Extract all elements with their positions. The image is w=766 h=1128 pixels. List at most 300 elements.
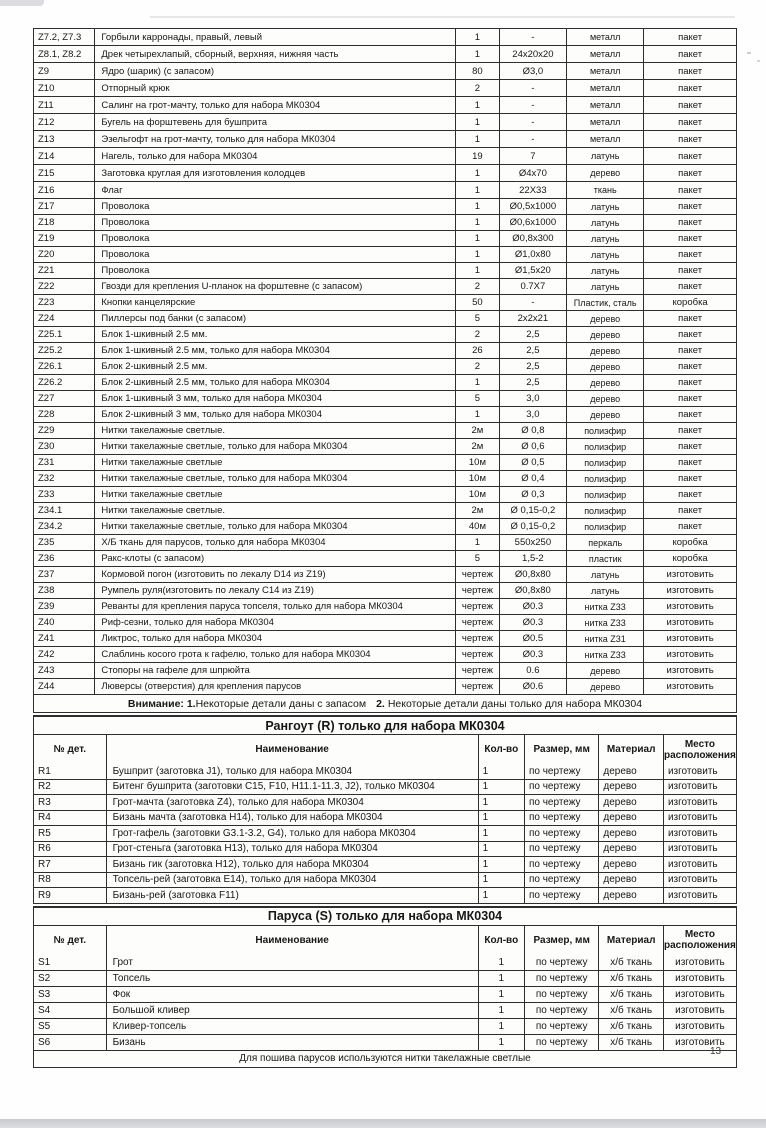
- part-qty-cell: 26: [455, 343, 499, 358]
- table-row: [34, 646, 736, 662]
- table-row: [34, 326, 736, 342]
- part-name-cell: Блок 1-шкивный 3 мм, только для набора МК0304: [94, 391, 455, 406]
- part-size-cell: Ø1,5x20: [499, 263, 566, 278]
- header-name: Наименование: [106, 926, 478, 955]
- part-place-cell: изготовить: [663, 1019, 736, 1034]
- table-row: [34, 825, 736, 841]
- part-qty-cell: 1: [455, 131, 499, 147]
- part-qty-cell: 1: [478, 888, 524, 903]
- part-material-cell: х/б ткань: [598, 987, 663, 1002]
- part-material-cell: дерево: [598, 811, 663, 826]
- part-material-cell: дерево: [598, 857, 663, 872]
- header-name: Наименование: [106, 735, 478, 764]
- part-place-cell: пакет: [643, 455, 736, 470]
- part-qty-cell: 2: [455, 327, 499, 342]
- part-size-cell: Ø 0,4: [499, 471, 566, 486]
- part-name-cell: Нитки такелажные светлые.: [94, 423, 455, 438]
- part-material-cell: дерево: [598, 888, 663, 903]
- part-name-cell: Грот: [106, 955, 478, 970]
- part-id-cell: Z44: [38, 681, 55, 692]
- part-place-cell: пакет: [643, 231, 736, 246]
- part-qty-cell: 1: [478, 1003, 524, 1018]
- table-row: [34, 810, 736, 826]
- part-place-cell: пакет: [643, 80, 736, 96]
- part-id-cell: Z20: [38, 249, 55, 260]
- scan-artifact: [757, 60, 760, 62]
- spars-table-title: Рангоут (R) только для набора МК0304: [34, 716, 736, 734]
- part-name-cell: Бушприт (заготовка J1), только для набора МК0304: [106, 764, 478, 779]
- part-qty-cell: 1: [478, 987, 524, 1002]
- part-place-cell: пакет: [643, 407, 736, 422]
- part-name-cell: Эзельгофт на грот-мачту, только для набора МК0304: [94, 131, 455, 147]
- part-name-cell: Пиллерсы под банки (с запасом): [94, 311, 455, 326]
- part-material-cell: Пластик, сталь: [566, 295, 643, 310]
- part-qty-cell: 40м: [455, 519, 499, 534]
- part-place-cell: пакет: [643, 263, 736, 278]
- part-size-cell: Ø0.5: [499, 631, 566, 646]
- part-size-cell: 3,0: [499, 391, 566, 406]
- part-name-cell: Стопоры на гафеле для шпрюйта: [94, 663, 455, 678]
- part-material-cell: дерево: [566, 663, 643, 678]
- part-material-cell: х/б ткань: [598, 955, 663, 970]
- part-size-cell: 550x250: [499, 535, 566, 550]
- part-material-cell: металл: [566, 80, 643, 96]
- page-number: 13: [710, 1046, 722, 1057]
- part-place-cell: изготовить: [643, 631, 736, 646]
- part-qty-cell: 1: [455, 46, 499, 62]
- part-material-cell: дерево: [566, 311, 643, 326]
- table-row: [34, 262, 736, 278]
- part-id-cell: Z10: [38, 82, 55, 94]
- part-name-cell: Блок 1-шкивный 2.5 мм.: [94, 327, 455, 342]
- part-qty-cell: 1: [455, 114, 499, 130]
- part-place-cell: изготовить: [663, 987, 736, 1002]
- part-material-cell: латунь: [566, 199, 643, 214]
- table-row: [34, 470, 736, 486]
- part-material-cell: латунь: [566, 279, 643, 294]
- part-qty-cell: 1: [455, 199, 499, 214]
- table-row: [34, 502, 736, 518]
- part-size-cell: Ø 0,5: [499, 455, 566, 470]
- part-place-cell: пакет: [643, 439, 736, 454]
- part-qty-cell: 1: [455, 165, 499, 181]
- part-qty-cell: 1: [478, 1035, 524, 1050]
- part-name-cell: Нитки такелажные светлые, только для набора МК0304: [94, 471, 455, 486]
- part-place-cell: изготовить: [643, 647, 736, 662]
- part-name-cell: Грот-мачта (заготовка Z4), только для набора МК0304: [106, 795, 478, 810]
- part-size-cell: Ø 0,8: [499, 423, 566, 438]
- part-id-cell: Z29: [38, 425, 55, 436]
- sails-table-title: Паруса (S) только для набора МК0304: [34, 907, 736, 925]
- part-place-cell: изготовить: [663, 764, 736, 779]
- part-name-cell: Ракс-клоты (с запасом): [94, 551, 455, 566]
- part-size-cell: 22X33: [499, 182, 566, 198]
- part-id-cell: R4: [38, 812, 51, 824]
- part-id-cell: Z34.1: [38, 505, 63, 516]
- table-row: [34, 486, 736, 502]
- part-material-cell: дерево: [598, 842, 663, 857]
- table-row: [34, 872, 736, 888]
- part-name-cell: Нитки такелажные светлые, только для набора МК0304: [94, 439, 455, 454]
- part-size-cell: по чертежу: [524, 857, 598, 872]
- table-row: [34, 198, 736, 214]
- part-size-cell: 24x20x20: [499, 46, 566, 62]
- table-row: [34, 887, 736, 903]
- part-material-cell: дерево: [598, 795, 663, 810]
- table-row: [34, 96, 736, 113]
- part-material-cell: полиэфир: [566, 455, 643, 470]
- part-id-cell: Z33: [38, 489, 55, 500]
- part-material-cell: металл: [566, 131, 643, 147]
- table-row: [34, 406, 736, 422]
- table-row: [34, 45, 736, 62]
- part-qty-cell: 1: [455, 215, 499, 230]
- part-place-cell: изготовить: [663, 1003, 736, 1018]
- part-material-cell: дерево: [598, 764, 663, 779]
- part-material-cell: полиэфир: [566, 439, 643, 454]
- part-place-cell: изготовить: [663, 873, 736, 888]
- part-material-cell: латунь: [566, 215, 643, 230]
- part-name-cell: Проволока: [94, 247, 455, 262]
- part-name-cell: Бугель на форштевень для бушприта: [94, 114, 455, 130]
- part-material-cell: металл: [566, 97, 643, 113]
- header-qty: Кол-во: [478, 926, 524, 955]
- part-material-cell: перкаль: [566, 535, 643, 550]
- table-row: [34, 438, 736, 454]
- part-size-cell: по чертежу: [524, 1003, 598, 1018]
- part-qty-cell: чертеж: [455, 567, 499, 582]
- notice-text-2: Некоторые детали даны только для набора МК0304: [387, 697, 643, 710]
- table-row: [34, 422, 736, 438]
- part-name-cell: Фок: [106, 987, 478, 1002]
- part-material-cell: ткань: [566, 182, 643, 198]
- part-id-cell: Z26.2: [38, 377, 63, 388]
- part-place-cell: изготовить: [663, 888, 736, 903]
- spars-table: [33, 715, 737, 904]
- part-material-cell: х/б ткань: [598, 1035, 663, 1050]
- part-id-cell: R6: [38, 843, 51, 855]
- part-id-cell: R9: [38, 889, 51, 901]
- part-name-cell: Блок 2-шкивный 3 мм, только для набора МК0304: [94, 407, 455, 422]
- part-material-cell: дерево: [598, 780, 663, 795]
- table-row: [34, 614, 736, 630]
- part-qty-cell: 1: [478, 857, 524, 872]
- part-id-cell: Z14: [38, 150, 55, 162]
- sails-table-header: [34, 925, 736, 955]
- part-name-cell: Флаг: [94, 182, 455, 198]
- part-name-cell: Кнопки канцелярские: [94, 295, 455, 310]
- part-name-cell: Блок 1-шкивный 2.5 мм, только для набора МК0304: [94, 343, 455, 358]
- part-qty-cell: чертеж: [455, 599, 499, 614]
- part-qty-cell: чертеж: [455, 679, 499, 694]
- part-material-cell: латунь: [566, 583, 643, 598]
- part-name-cell: Нитки такелажные светлые: [94, 487, 455, 502]
- part-qty-cell: чертеж: [455, 615, 499, 630]
- part-qty-cell: 1: [455, 535, 499, 550]
- part-qty-cell: 2: [455, 359, 499, 374]
- table-row: [34, 955, 736, 970]
- part-qty-cell: чертеж: [455, 663, 499, 678]
- part-place-cell: изготовить: [663, 955, 736, 970]
- part-size-cell: по чертежу: [524, 1035, 598, 1050]
- part-place-cell: пакет: [643, 63, 736, 79]
- part-place-cell: пакет: [643, 423, 736, 438]
- part-name-cell: Топсель-рей (заготовка E14), только для набора МК0304: [106, 873, 478, 888]
- part-id-cell: Z43: [38, 665, 55, 676]
- header-qty: Кол-во: [478, 735, 524, 764]
- part-qty-cell: 1: [478, 1019, 524, 1034]
- table-row: [34, 856, 736, 872]
- part-size-cell: Ø3,0: [499, 63, 566, 79]
- part-qty-cell: 1: [455, 182, 499, 198]
- part-size-cell: Ø0,8x80: [499, 567, 566, 582]
- part-place-cell: изготовить: [663, 826, 736, 841]
- part-material-cell: полиэфир: [566, 471, 643, 486]
- part-qty-cell: 5: [455, 391, 499, 406]
- part-size-cell: -: [499, 97, 566, 113]
- part-id-cell: R5: [38, 827, 51, 839]
- part-name-cell: Гвозди для крепления U-планок на форштевне (с запасом): [94, 279, 455, 294]
- table-row: [34, 390, 736, 406]
- part-place-cell: изготовить: [663, 811, 736, 826]
- part-id-cell: S4: [38, 1004, 51, 1016]
- part-qty-cell: 1: [478, 955, 524, 970]
- part-material-cell: х/б ткань: [598, 971, 663, 986]
- part-id-cell: Z31: [38, 457, 55, 468]
- part-size-cell: -: [499, 131, 566, 147]
- table-row: [34, 779, 736, 795]
- part-place-cell: изготовить: [643, 663, 736, 678]
- part-name-cell: Реванты для крепления паруса топселя, только для набора МК0304: [94, 599, 455, 614]
- part-id-cell: R8: [38, 874, 51, 886]
- table-row: [34, 278, 736, 294]
- part-place-cell: пакет: [643, 46, 736, 62]
- part-size-cell: по чертежу: [524, 780, 598, 795]
- table-row: [34, 662, 736, 678]
- part-id-cell: Z27: [38, 393, 55, 404]
- part-size-cell: по чертежу: [524, 795, 598, 810]
- part-size-cell: 7: [499, 148, 566, 164]
- part-qty-cell: 1: [478, 842, 524, 857]
- part-id-cell: S1: [38, 956, 51, 968]
- table-row: [34, 181, 736, 198]
- notice-label-2: 2.: [376, 697, 385, 710]
- part-size-cell: Ø4x70: [499, 165, 566, 181]
- part-qty-cell: 1: [478, 780, 524, 795]
- part-name-cell: Кливер-топсель: [106, 1019, 478, 1034]
- part-place-cell: пакет: [643, 165, 736, 181]
- scan-artifact: [0, 0, 44, 6]
- part-place-cell: пакет: [643, 503, 736, 518]
- part-id-cell: Z13: [38, 133, 55, 145]
- header-place: Место расположения: [663, 735, 736, 764]
- part-name-cell: Заготовка круглая для изготовления колодцев: [94, 165, 455, 181]
- table-row: [34, 598, 736, 614]
- table-row: [34, 794, 736, 810]
- part-qty-cell: 19: [455, 148, 499, 164]
- header-size: Размер, мм: [524, 735, 598, 764]
- part-place-cell: изготовить: [663, 971, 736, 986]
- part-material-cell: нитка Z33: [566, 599, 643, 614]
- part-name-cell: Ядро (шарик) (с запасом): [94, 63, 455, 79]
- part-material-cell: дерево: [566, 375, 643, 390]
- part-name-cell: Проволока: [94, 199, 455, 214]
- part-name-cell: Большой кливер: [106, 1003, 478, 1018]
- part-size-cell: по чертежу: [524, 811, 598, 826]
- part-size-cell: 3,0: [499, 407, 566, 422]
- part-name-cell: Отпорный крюк: [94, 80, 455, 96]
- part-size-cell: Ø0,8x80: [499, 583, 566, 598]
- part-qty-cell: 1: [455, 231, 499, 246]
- header-size: Размер, мм: [524, 926, 598, 955]
- part-size-cell: Ø0,5x1000: [499, 199, 566, 214]
- part-qty-cell: 10м: [455, 487, 499, 502]
- part-material-cell: пластик: [566, 551, 643, 566]
- part-name-cell: Бизань-рей (заготовка F11): [106, 888, 478, 903]
- part-material-cell: дерево: [566, 679, 643, 694]
- part-qty-cell: 1: [455, 97, 499, 113]
- part-name-cell: Нитки такелажные светлые, только для набора МК0304: [94, 519, 455, 534]
- part-place-cell: пакет: [643, 114, 736, 130]
- part-qty-cell: 1: [455, 263, 499, 278]
- part-id-cell: Z39: [38, 601, 55, 612]
- part-id-cell: Z34.2: [38, 521, 63, 532]
- part-material-cell: дерево: [566, 327, 643, 342]
- part-qty-cell: 10м: [455, 471, 499, 486]
- table-row: [34, 246, 736, 262]
- part-size-cell: Ø0.3: [499, 615, 566, 630]
- table-row: [34, 62, 736, 79]
- part-id-cell: Z38: [38, 585, 55, 596]
- part-id-cell: Z12: [38, 116, 55, 128]
- part-id-cell: Z22: [38, 281, 55, 292]
- part-material-cell: нитка Z33: [566, 647, 643, 662]
- part-name-cell: Бизань гик (заготовка H12), только для набора МК0304: [106, 857, 478, 872]
- part-place-cell: коробка: [643, 535, 736, 550]
- part-name-cell: Нитки такелажные светлые.: [94, 503, 455, 518]
- part-id-cell: Z11: [38, 99, 54, 111]
- part-id-cell: Z7.2, Z7.3: [38, 31, 82, 43]
- part-id-cell: R7: [38, 858, 51, 870]
- part-qty-cell: 1: [455, 375, 499, 390]
- part-size-cell: по чертежу: [524, 1019, 598, 1034]
- part-name-cell: Грот-стеньга (заготовка H13), только для набора МК0304: [106, 842, 478, 857]
- part-size-cell: 2,5: [499, 359, 566, 374]
- window-bottom-bar: [0, 1119, 766, 1128]
- part-size-cell: Ø0,6x1000: [499, 215, 566, 230]
- part-size-cell: по чертежу: [524, 971, 598, 986]
- part-qty-cell: 50: [455, 295, 499, 310]
- part-size-cell: 2,5: [499, 343, 566, 358]
- part-id-cell: R3: [38, 796, 51, 808]
- part-name-cell: Румпель руля(изготовить по лекалу C14 из Z19): [94, 583, 455, 598]
- scan-artifact: [150, 16, 735, 18]
- part-size-cell: 0.6: [499, 663, 566, 678]
- part-place-cell: изготовить: [643, 583, 736, 598]
- spars-table-header: [34, 734, 736, 764]
- part-size-cell: Ø0.3: [499, 647, 566, 662]
- part-place-cell: пакет: [643, 215, 736, 230]
- part-size-cell: 1,5-2: [499, 551, 566, 566]
- part-qty-cell: 1: [478, 764, 524, 779]
- part-size-cell: Ø 0,15-0,2: [499, 519, 566, 534]
- part-id-cell: Z23: [38, 297, 55, 308]
- part-name-cell: Проволока: [94, 215, 455, 230]
- part-id-cell: Z17: [38, 201, 55, 212]
- part-size-cell: Ø1,0x80: [499, 247, 566, 262]
- part-material-cell: дерево: [598, 873, 663, 888]
- part-place-cell: пакет: [643, 343, 736, 358]
- part-qty-cell: 5: [455, 311, 499, 326]
- part-material-cell: латунь: [566, 231, 643, 246]
- page-content: [33, 28, 737, 1068]
- part-qty-cell: 1: [478, 873, 524, 888]
- part-place-cell: изготовить: [643, 615, 736, 630]
- table-row: [34, 130, 736, 147]
- part-place-cell: изготовить: [663, 795, 736, 810]
- part-id-cell: Z41: [38, 633, 55, 644]
- part-material-cell: дерево: [566, 359, 643, 374]
- part-id-cell: S5: [38, 1020, 51, 1032]
- part-qty-cell: чертеж: [455, 583, 499, 598]
- part-size-cell: Ø 0,3: [499, 487, 566, 502]
- part-material-cell: х/б ткань: [598, 1019, 663, 1034]
- part-qty-cell: 2м: [455, 503, 499, 518]
- sails-table: [33, 906, 737, 1068]
- part-id-cell: Z19: [38, 233, 55, 244]
- part-id-cell: S6: [38, 1036, 51, 1048]
- part-place-cell: пакет: [643, 97, 736, 113]
- part-id-cell: Z21: [38, 265, 55, 276]
- table-row: [34, 294, 736, 310]
- part-place-cell: изготовить: [643, 679, 736, 694]
- part-name-cell: Кормовой погон (изготовить по лекалу D14 из Z19): [94, 567, 455, 582]
- part-name-cell: Бизань: [106, 1035, 478, 1050]
- part-id-cell: Z37: [38, 569, 55, 580]
- part-id-cell: Z30: [38, 441, 55, 452]
- table-row: [34, 678, 736, 694]
- part-material-cell: дерево: [566, 407, 643, 422]
- table-row: [34, 841, 736, 857]
- part-qty-cell: 1: [478, 811, 524, 826]
- header-material: Материал: [598, 735, 663, 764]
- part-place-cell: пакет: [643, 487, 736, 502]
- part-material-cell: нитка Z31: [566, 631, 643, 646]
- header-part-number: № дет.: [53, 934, 87, 946]
- part-id-cell: Z24: [38, 313, 55, 324]
- part-name-cell: Проволока: [94, 263, 455, 278]
- part-place-cell: пакет: [643, 375, 736, 390]
- table-row: [34, 1018, 736, 1034]
- part-material-cell: полиэфир: [566, 503, 643, 518]
- part-material-cell: металл: [566, 29, 643, 45]
- part-qty-cell: 2: [455, 80, 499, 96]
- part-place-cell: коробка: [643, 295, 736, 310]
- part-id-cell: Z26.1: [38, 361, 63, 372]
- table-row: [34, 454, 736, 470]
- table-row: [34, 970, 736, 986]
- part-place-cell: пакет: [643, 471, 736, 486]
- part-qty-cell: 5: [455, 551, 499, 566]
- part-place-cell: пакет: [643, 199, 736, 214]
- part-id-cell: Z9: [38, 65, 50, 77]
- part-size-cell: -: [499, 80, 566, 96]
- table-row: [34, 214, 736, 230]
- part-size-cell: -: [499, 295, 566, 310]
- part-size-cell: 2,5: [499, 375, 566, 390]
- part-place-cell: изготовить: [663, 780, 736, 795]
- part-material-cell: металл: [566, 63, 643, 79]
